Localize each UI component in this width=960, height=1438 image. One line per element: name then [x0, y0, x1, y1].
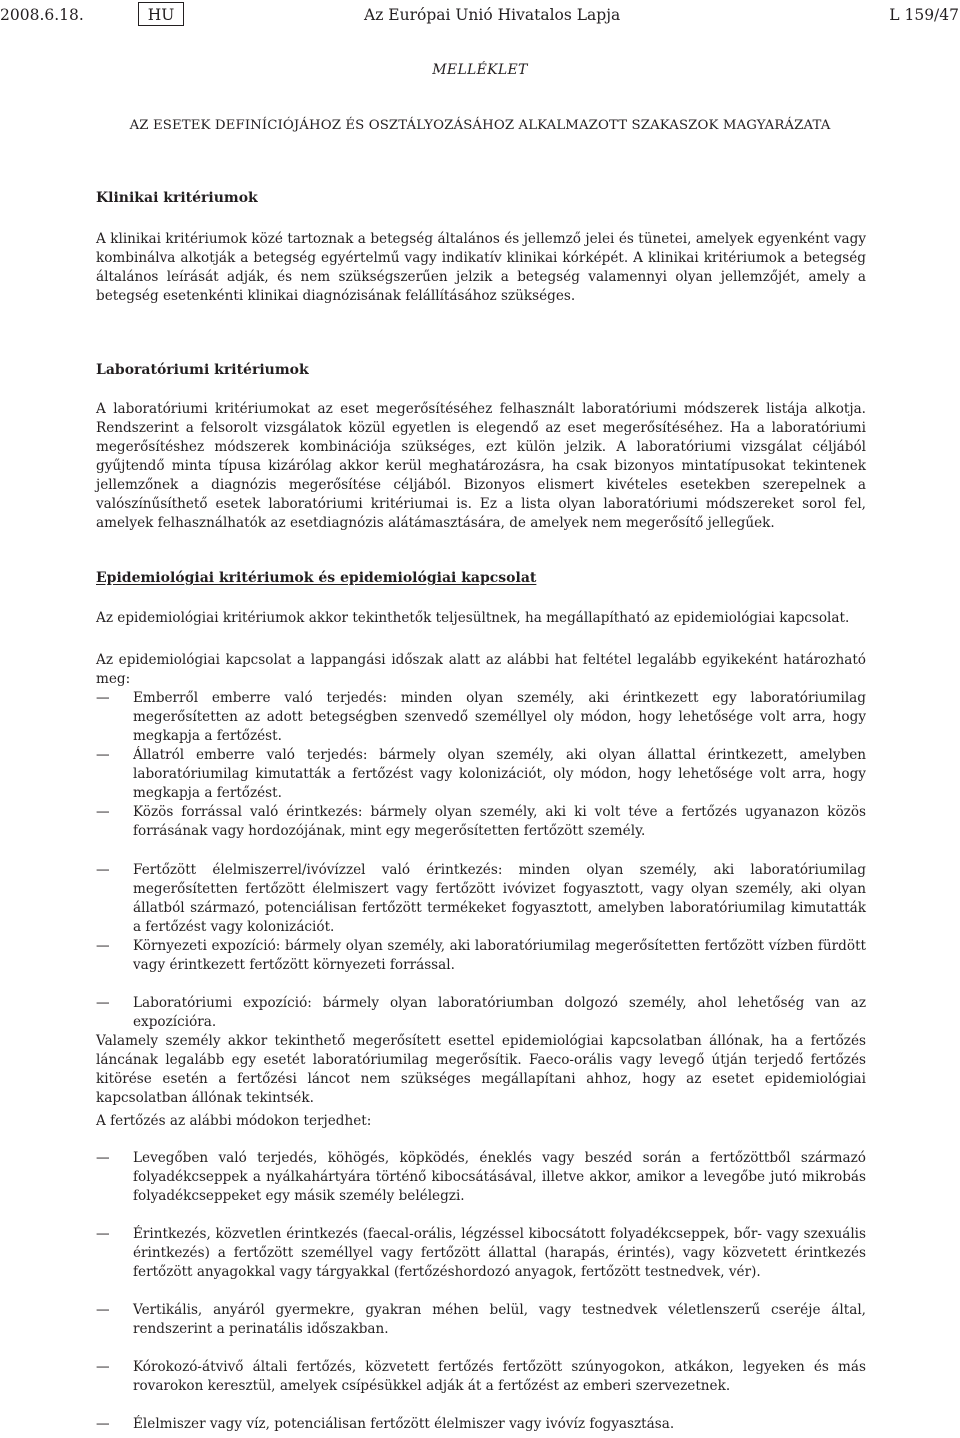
list-dash: — [96, 1359, 110, 1375]
condition-text: Laboratóriumi expozíció: bármely olyan laboratóriumban dolgozó személy, ahol lehetőség van az expozícióra. [133, 995, 866, 1030]
epidemiological-heading: Epidemiológiai kritériumok és epidemiológiai kapcsolat [96, 570, 537, 586]
laboratory-criteria-body [96, 400, 866, 533]
epidemiological-para3: Valamely személy akkor tekinthető megerősített esettel epidemiológiai kapcsolatban állónak, ha a fertőzés láncának legalább egy esetét laboratóriumilag megerősítik. Faeco-orális vagy levegő útján terjedő fertőzés kitörése esetén a fertőzési láncot nem szükséges megállapítani ahhoz, hogy az esetet epidemiológiai kapcsolatban állónak tekintsék. [96, 1033, 866, 1106]
document-title: AZ ESETEK DEFINÍCIÓJÁHOZ ÉS OSZTÁLYOZÁSÁHOZ ALKALMAZOTT SZAKASZOK MAGYARÁZATA [129, 118, 831, 133]
epidemiological-para2: Az epidemiológiai kapcsolat a lappangási időszak alatt az alábbi hat feltétel legalább egyikeként határozható meg: [96, 652, 866, 687]
epidemiological-section [96, 570, 866, 586]
journal-title: Az Európai Unió Hivatalos Lapja [364, 6, 621, 24]
condition-item [96, 861, 866, 937]
route-text: Kórokozó-átvivő általi fertőzés, közvetett fertőzés fertőzött szúnyogokon, atkákon, legyeken és más rovarokon keresztül, amelyek csípésükkel adják át a fertőzést az emberi szervezetnek. [133, 1359, 866, 1394]
publication-date: 2008.6.18. [0, 6, 84, 24]
condition-text: Emberről emberre való terjedés: minden olyan személy, aki érintkezett egy laboratóriumilag megerősítetten az adott betegségben szenvedő személlyel oly módon, hogy lehetősége volt arra, hogy megkapja a fertőzést. [133, 690, 866, 744]
route-item [96, 1358, 866, 1396]
route-item [96, 1149, 866, 1206]
route-item [96, 1415, 866, 1434]
condition-item [96, 803, 866, 841]
route-text: Érintkezés, közvetlen érintkezés (faecal-orális, légzéssel kibocsátott folyadékcseppek, bőr- vagy szexuális érintkezés) a fertőzött személlyel vagy fertőzött állattal (harapás, érintés), vagy közvetett érintkezés fertőzött anyagokkal vagy tárgyakkal (fertőzéshordozó anyagok, fertőzött testnedvek, vér). [133, 1226, 866, 1280]
condition-item [96, 994, 866, 1032]
list-dash: — [96, 1302, 110, 1318]
clinical-criteria-paragraph: A klinikai kritériumok közé tartoznak a betegség általános és jellemző jelei és tünetei, amelyek egyenként vagy kombinálva alkotják a betegség egyértelmű vagy indikatív klinikai kórképét. A klinikai kritériumok a betegség általános leírását adják, és nem szükségszerűen jelzik a betegség valamennyi olyan jellemzőjét, amely a betegség esetenkénti klinikai diagnózisának felállításához szükséges. [96, 231, 866, 304]
list-dash: — [96, 995, 110, 1011]
route-text: Vertikális, anyáról gyermekre, gyakran méhen belül, vagy testnedvek véletlenszerű cseréje által, rendszerint a perinatális időszakban. [133, 1302, 866, 1337]
list-dash: — [96, 862, 110, 878]
list-dash: — [96, 690, 110, 706]
route-item [96, 1225, 866, 1282]
language-code: HU [138, 2, 184, 26]
list-dash: — [96, 804, 110, 820]
annex-label: MELLÉKLET [432, 62, 528, 78]
list-dash: — [96, 1150, 110, 1166]
clinical-criteria-section [96, 190, 866, 206]
condition-item [96, 689, 866, 746]
laboratory-criteria-paragraph: A laboratóriumi kritériumokat az eset megerősítéséhez felhasznált laboratóriumi módszerek listája alkotja. Rendszerint a felsorolt vizsgálatok közül egyetlen is elegendő az eset megerősítéséhez. Ha a laboratóriumi megerősítéshez módszerek kombinációja szükséges, ezt külön jelzik. A laboratóriumi vizsgálat céljából gyűjtendő minta típusa kizárólag akkor kerül meghatározásra, ha csak bizonyos mintatípusokat tekintenek jellemzőnek a diagnózis megerősítése céljából. Bizonyos elismert kivételes esetekben szerepelnek a valószínűsíthető esetek laboratóriumi kritériumai is. Ez a lista olyan laboratóriumi módszereket sorol fel, amelyek felhasználhatók az esetdiagnózis alátámasztására, de amelyek nem megerősítő jellegűek. [96, 401, 866, 531]
clinical-criteria-heading: Klinikai kritériumok [96, 190, 258, 206]
route-text: Élelmiszer vagy víz, potenciálisan fertőzött élelmiszer vagy ivóvíz fogyasztása. [133, 1416, 675, 1432]
condition-text: Közös forrással való érintkezés: bármely olyan személy, aki ki volt téve a fertőzés ugyanazon közös forrásának vagy hordozójának, mint egy megerősítetten fertőzött személy. [133, 804, 866, 839]
clinical-criteria-body [96, 230, 866, 306]
page-number: L 159/47 [889, 6, 959, 24]
epidemiological-para4-block [96, 1112, 866, 1131]
epidemiological-para3-block [96, 1032, 866, 1108]
condition-text: Környezeti expozíció: bármely olyan személy, aki laboratóriumilag megerősítetten fertőzött vízben fürdött vagy érintkezett fertőzött környezeti forrással. [133, 938, 866, 973]
condition-text: Fertőzött élelmiszerrel/ivóvízzel való érintkezés: minden olyan személy, aki laboratóriumilag megerősítetten fertőzött élelmiszert vagy fertőzött ivóvizet fogyasztott, vagy olyan személy, aki olyan állatból származó, potenciálisan fertőzött termékeket fogyasztott, amelyben laboratóriumilag kimutatták a fertőzést vagy kolonizációt. [133, 862, 866, 935]
route-item [96, 1301, 866, 1339]
condition-item [96, 746, 866, 803]
condition-item [96, 937, 866, 975]
list-dash: — [96, 747, 110, 763]
list-dash: — [96, 1416, 110, 1432]
laboratory-criteria-heading: Laboratóriumi kritériumok [96, 362, 309, 378]
epidemiological-para1-block [96, 609, 866, 628]
list-dash: — [96, 938, 110, 954]
epidemiological-para4: A fertőzés az alábbi módokon terjedhet: [96, 1113, 372, 1129]
list-dash: — [96, 1226, 110, 1242]
epidemiological-para1: Az epidemiológiai kritériumok akkor tekinthetők teljesültnek, ha megállapítható az epidemiológiai kapcsolat. [96, 610, 850, 626]
epidemiological-para2-block [96, 651, 866, 689]
laboratory-criteria-section [96, 362, 866, 378]
page-header [0, 0, 960, 34]
route-text: Levegőben való terjedés, köhögés, köpködés, éneklés vagy beszéd során a fertőzöttből származó folyadékcseppek a nyálkahártyára történő kibocsátásával, illetve akkor, amikor a levegőbe jutó mikrobás folyadékcseppeket egy másik személy belélegzi. [133, 1150, 866, 1204]
condition-text: Állatról emberre való terjedés: bármely olyan személy, aki olyan állattal érintkezett, amelyben laboratóriumilag kimutatták a fertőzést vagy kolonizációt, oly módon, hogy lehetősége volt arra, hogy megkapja a fertőzést. [133, 747, 866, 801]
